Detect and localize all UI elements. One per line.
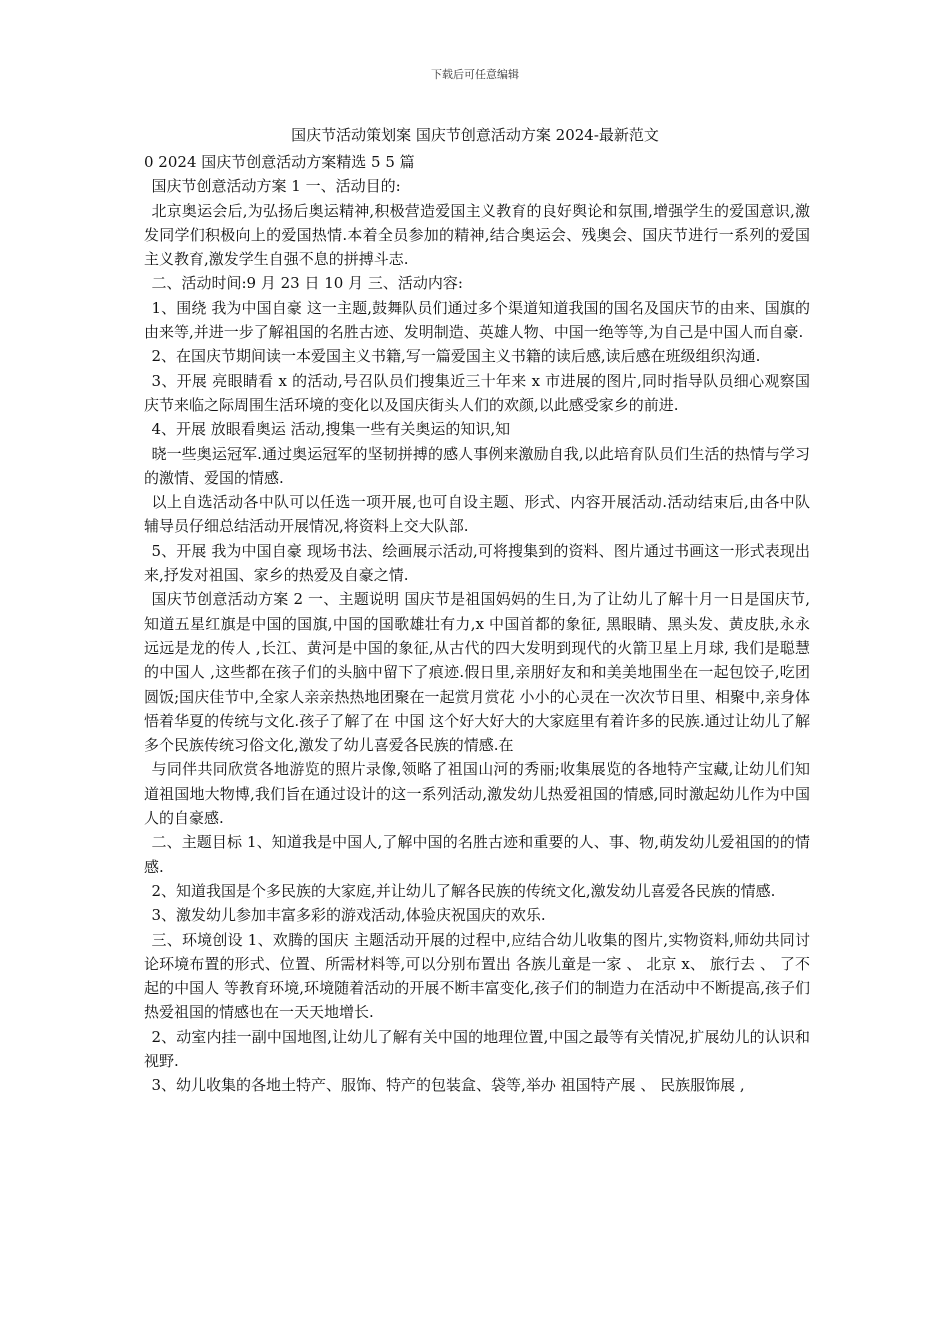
paragraph: 2、在国庆节期间读一本爱国主义书籍,写一篇爱国主义书籍的读后感,读后感在班级组织沟通. — [151, 347, 761, 366]
paragraph: 3、激发幼儿参加丰富多彩的游戏活动,体验庆祝国庆的欢乐. — [151, 906, 546, 925]
paragraph: 2、知道我国是个多民族的大家庭,并让幼儿了解各民族的传统文化,激发幼儿喜爱各民族的情感. — [151, 881, 776, 900]
paragraph: 国庆节创意活动方案 1 一、活动目的: — [151, 177, 401, 196]
paragraph: 1、围绕 我为中国自豪 这一主题,鼓舞队员们通过多个渠道知道我国的国名及国庆节的由来、国旗的由来等,并进一步了解祖国的名胜古迹、发明制造、英雄人物、中国一绝等等,为自己是中国人而自豪. — [144, 298, 810, 342]
paragraph: 3、幼儿收集的各地土特产、服饰、特产的包装盒、袋等,举办 祖国特产展 、 民族服饰展 , — [151, 1076, 745, 1095]
paragraph: 二、活动时间:9 月 23 日 10 月 三、活动内容: — [151, 274, 463, 293]
paragraph: 以上自选活动各中队可以任选一项开展,也可自设主题、形式、内容开展活动.活动结束后,由各中队辅导员仔细总结活动开展情况,将资料上交大队部. — [144, 493, 810, 536]
header-note: 下载后可任意编辑 — [431, 68, 519, 81]
paragraph: 2、动室内挂一副中国地图,让幼儿了解有关中国的地理位置,中国之最等有关情况,扩展幼儿的认识和视野. — [144, 1027, 810, 1070]
paragraph: 二、主题目标 1、知道我是中国人,了解中国的名胜古迹和重要的人、事、物,萌发幼儿爱祖国的的情感. — [144, 833, 810, 876]
paragraph: 晓一些奥运冠军.通过奥运冠军的坚韧拼搏的感人事例来激励自我,以此培育队员们生活的热情与学习的激情、爱国的情感. — [144, 444, 810, 487]
paragraph: 北京奥运会后,为弘扬后奥运精神,积极营造爱国主义教育的良好舆论和氛围,增强学生的爱国意识,激发同学们积极向上的爱国热情.本着全员参加的精神,结合奥运会、残奥会、国庆节进行一系列的爱国主义教育,激发学生自强不息的拼搏斗志. — [144, 201, 810, 269]
document-title: 国庆节活动策划案 国庆节创意活动方案 2024-最新范文 — [291, 126, 659, 144]
paragraph: 与同伴共同欣赏各地游览的照片录像,领略了祖国山河的秀丽;收集展览的各地特产宝藏,让幼儿们知道祖国地大物博,我们旨在通过设计的这一系列活动,激发幼儿热爱祖国的情感,同时激起幼儿作为中国人的自豪感. — [144, 760, 810, 828]
paragraph: 三、环境创设 1、欢腾的国庆 主题活动开展的过程中,应结合幼儿收集的图片,实物资料,师幼共同讨论环境布置的形式、位置、所需材料等,可以分别布置出 各族儿童是一家 、 北京 x、 旅行去 、 了不起的中国人 等教育环境,环境随着活动的开展不断丰富变化,孩子们的制造力在活动中不断提高,孩子们热爱祖国的情感也在一天天地增长. — [144, 930, 810, 1022]
document-body — [144, 150, 810, 1098]
paragraph: 国庆节创意活动方案 2 一、主题说明 国庆节是祖国妈妈的生日,为了让幼儿了解十月一日是国庆节,知道五星红旗是中国的国旗,中国的国歌雄壮有力,x 中国首都的象征, 黑眼睛、黑头发、黄皮肤,永永远远是龙的传人 ,长江、黄河是中国的象征,从古代的四大发明到现代的火箭卫星上月球, 我们是聪慧的中国人 ,这些都在孩子们的头脑中留下了痕迹.假日里,亲朋好友和和美美地围坐在一起包饺子,吃团圆饭;国庆佳节中,全家人亲亲热热地团聚在一起赏月赏花 小小的心灵在一次次节日里、相聚中,亲身体悟着华夏的传统与文化.孩子了解了在 中国 这个好大好大的大家庭里有着许多的民族.通过让幼儿了解多个民族传统习俗文化,激发了幼儿喜爱各民族的情感.在 — [144, 590, 810, 755]
paragraph: 4、开展 放眼看奥运 活动,搜集一些有关奥运的知识,知 — [151, 420, 511, 439]
paragraph: 3、开展 亮眼睛看 x 的活动,号召队员们搜集近三十年来 x 市进展的图片,同时指导队员细心观察国庆节来临之际周围生活环境的变化以及国庆街头人们的欢颜,以此感受家乡的前进. — [144, 371, 810, 414]
paragraph: 5、开展 我为中国自豪 现场书法、绘画展示活动,可将搜集到的资料、图片通过书画这一形式表现出来,抒发对祖国、家乡的热爱及自豪之情. — [144, 541, 810, 585]
paragraph: 0 2024 国庆节创意活动方案精选 5 5 篇 — [144, 153, 415, 171]
